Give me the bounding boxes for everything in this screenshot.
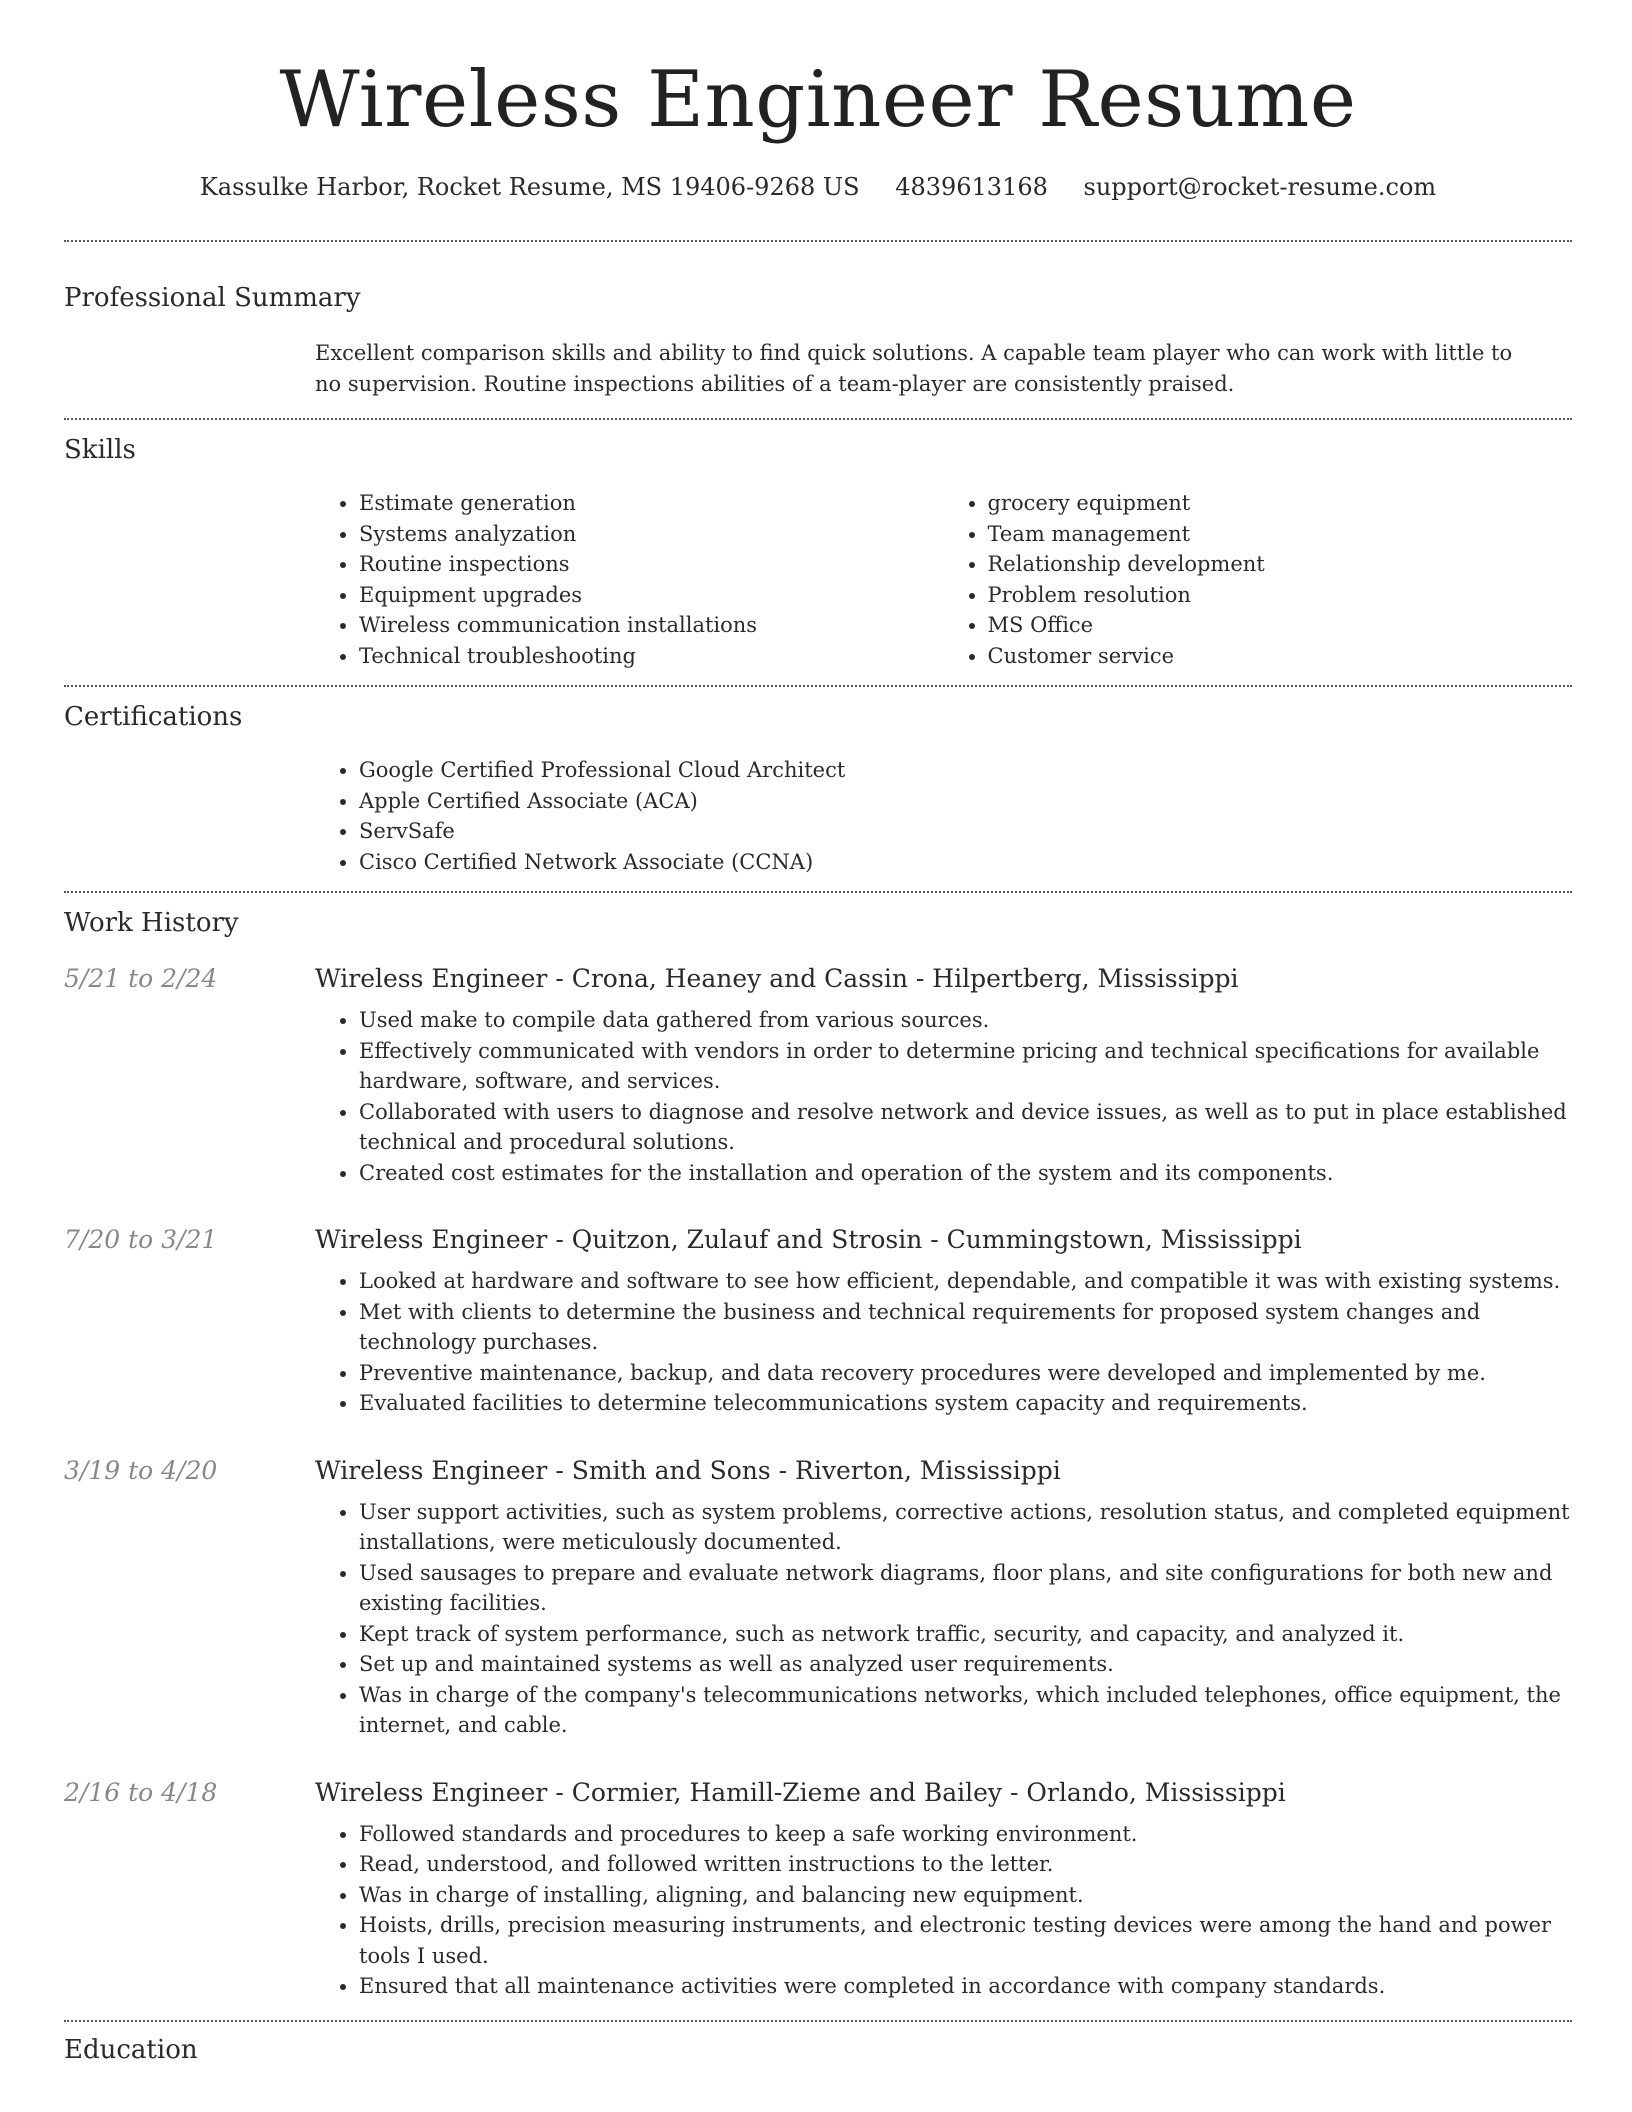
- job-header: [64, 1453, 1572, 1489]
- job-entry: [64, 961, 1572, 1188]
- list-item: • ServSafe: [359, 816, 1572, 847]
- work-history-section: [64, 893, 1572, 2020]
- job-header: [64, 961, 1572, 997]
- list-item: • Hoists, drills, precision measuring instruments, and electronic testing devices were among the hand and power tools I used.: [359, 1910, 1572, 1971]
- jobs-list: [64, 961, 1572, 2002]
- list-item: • Kept track of system performance, such as network traffic, security, and capacity, and analyzed it.: [359, 1619, 1572, 1650]
- job-bullets: [315, 1819, 1572, 2002]
- list-item: • Effectively communicated with vendors in order to determine pricing and technical specifications for available hardware, software, and services.: [359, 1036, 1572, 1097]
- job-header: [64, 1222, 1572, 1258]
- list-item: • Followed standards and procedures to keep a safe working environment.: [359, 1819, 1572, 1850]
- skills-list-left: [315, 488, 944, 671]
- list-item: • Routine inspections: [359, 549, 944, 580]
- job-header: [64, 1775, 1572, 1811]
- contact-email: support@rocket-resume.com: [1083, 173, 1437, 201]
- education-heading: Education: [64, 2034, 198, 2065]
- list-item: • Met with clients to determine the business and technical requirements for proposed system changes and technology purchases.: [359, 1297, 1572, 1358]
- certifications-section: [64, 687, 1572, 891]
- skills-columns: [315, 488, 1572, 671]
- list-item: • User support activities, such as system problems, corrective actions, resolution status, and completed equipment installations, were meticulously documented.: [359, 1497, 1572, 1558]
- list-item: • Used sausages to prepare and evaluate network diagrams, floor plans, and site configurations for both new and existing facilities.: [359, 1558, 1572, 1619]
- list-item: • Wireless communication installations: [359, 610, 944, 641]
- list-item: • MS Office: [988, 610, 1573, 641]
- job-title: Wireless Engineer - Crona, Heaney and Cassin - Hilpertberg, Mississippi: [315, 964, 1239, 993]
- work-history-heading: Work History: [64, 908, 239, 938]
- list-item: • Systems analyzation: [359, 519, 944, 550]
- list-item: • Equipment upgrades: [359, 580, 944, 611]
- list-item: • Collaborated with users to diagnose and resolve network and device issues, as well as to put in place established technical and procedural solutions.: [359, 1097, 1572, 1158]
- job-bullets: [315, 1266, 1572, 1419]
- job-dates: 5/21 to 2/24: [64, 964, 218, 993]
- certifications-heading: Certifications: [64, 702, 243, 732]
- list-item: • Google Certified Professional Cloud Architect: [359, 755, 1572, 786]
- job-bullets: [315, 1497, 1572, 1741]
- contact-address: Kassulke Harbor, Rocket Resume, MS 19406-9268 US: [199, 173, 860, 201]
- summary-heading: Professional Summary: [64, 283, 361, 313]
- list-item: • Ensured that all maintenance activities were completed in accordance with company standards.: [359, 1971, 1572, 2002]
- job-dates: 7/20 to 3/21: [64, 1225, 218, 1254]
- list-item: • Evaluated facilities to determine telecommunications system capacity and requirements.: [359, 1388, 1572, 1419]
- skills-section: [64, 420, 1572, 685]
- summary-text: Excellent comparison skills and ability to find quick solutions. A capable team player who can work with little to no supervision. Routine inspections abilities of a team-player are consistently praised.: [315, 341, 1513, 396]
- contact-line: [64, 170, 1572, 204]
- list-item: • Cisco Certified Network Associate (CCNA): [359, 847, 1572, 878]
- list-item: • Read, understood, and followed written instructions to the letter.: [359, 1849, 1572, 1880]
- list-item: • Team management: [988, 519, 1573, 550]
- job-title: Wireless Engineer - Smith and Sons - Riverton, Mississippi: [315, 1455, 1061, 1485]
- list-item: • Technical troubleshooting: [359, 641, 944, 672]
- list-item: • Created cost estimates for the installation and operation of the system and its components.: [359, 1158, 1572, 1189]
- job-dates: 3/19 to 4/20: [64, 1455, 218, 1485]
- certifications-list: [315, 755, 1572, 877]
- job-dates: 2/16 to 4/18: [64, 1777, 218, 1807]
- job-entry: [64, 1775, 1572, 2002]
- list-item: • Was in charge of installing, aligning, and balancing new equipment.: [359, 1880, 1572, 1911]
- job-title: Wireless Engineer - Quitzon, Zulauf and Strosin - Cummingstown, Mississippi: [315, 1225, 1302, 1254]
- summary-section: [64, 242, 1572, 418]
- resume-page: [64, 0, 1572, 2068]
- list-item: • Problem resolution: [988, 580, 1573, 611]
- list-item: • grocery equipment: [988, 488, 1573, 519]
- job-entry: [64, 1222, 1572, 1419]
- contact-phone: 4839613168: [895, 173, 1048, 201]
- skills-heading: Skills: [64, 435, 136, 465]
- job-body: [315, 1005, 1572, 1188]
- job-body: [315, 1497, 1572, 1741]
- list-item: • Was in charge of the company's telecommunications networks, which included telephones, office equipment, the internet, and cable.: [359, 1680, 1572, 1741]
- job-bullets: [315, 1005, 1572, 1188]
- job-title: Wireless Engineer - Cormier, Hamill-Zieme and Bailey - Orlando, Mississippi: [315, 1777, 1286, 1807]
- list-item: • Used make to compile data gathered from various sources.: [359, 1005, 1572, 1036]
- education-section: [64, 2022, 1572, 2068]
- certifications-body: [315, 755, 1572, 877]
- list-item: • Customer service: [988, 641, 1573, 672]
- list-item: • Relationship development: [988, 549, 1573, 580]
- job-body: [315, 1819, 1572, 2002]
- list-item: • Estimate generation: [359, 488, 944, 519]
- skills-list-right: [944, 488, 1573, 671]
- resume-title: Wireless Engineer Resume: [279, 55, 1357, 145]
- list-item: • Preventive maintenance, backup, and data recovery procedures were developed and implemented by me.: [359, 1358, 1572, 1389]
- job-body: [315, 1266, 1572, 1419]
- list-item: • Apple Certified Associate (ACA): [359, 786, 1572, 817]
- list-item: • Looked at hardware and software to see how efficient, dependable, and compatible it was with existing systems.: [359, 1266, 1572, 1297]
- list-item: • Set up and maintained systems as well as analyzed user requirements.: [359, 1649, 1572, 1680]
- job-entry: [64, 1453, 1572, 1741]
